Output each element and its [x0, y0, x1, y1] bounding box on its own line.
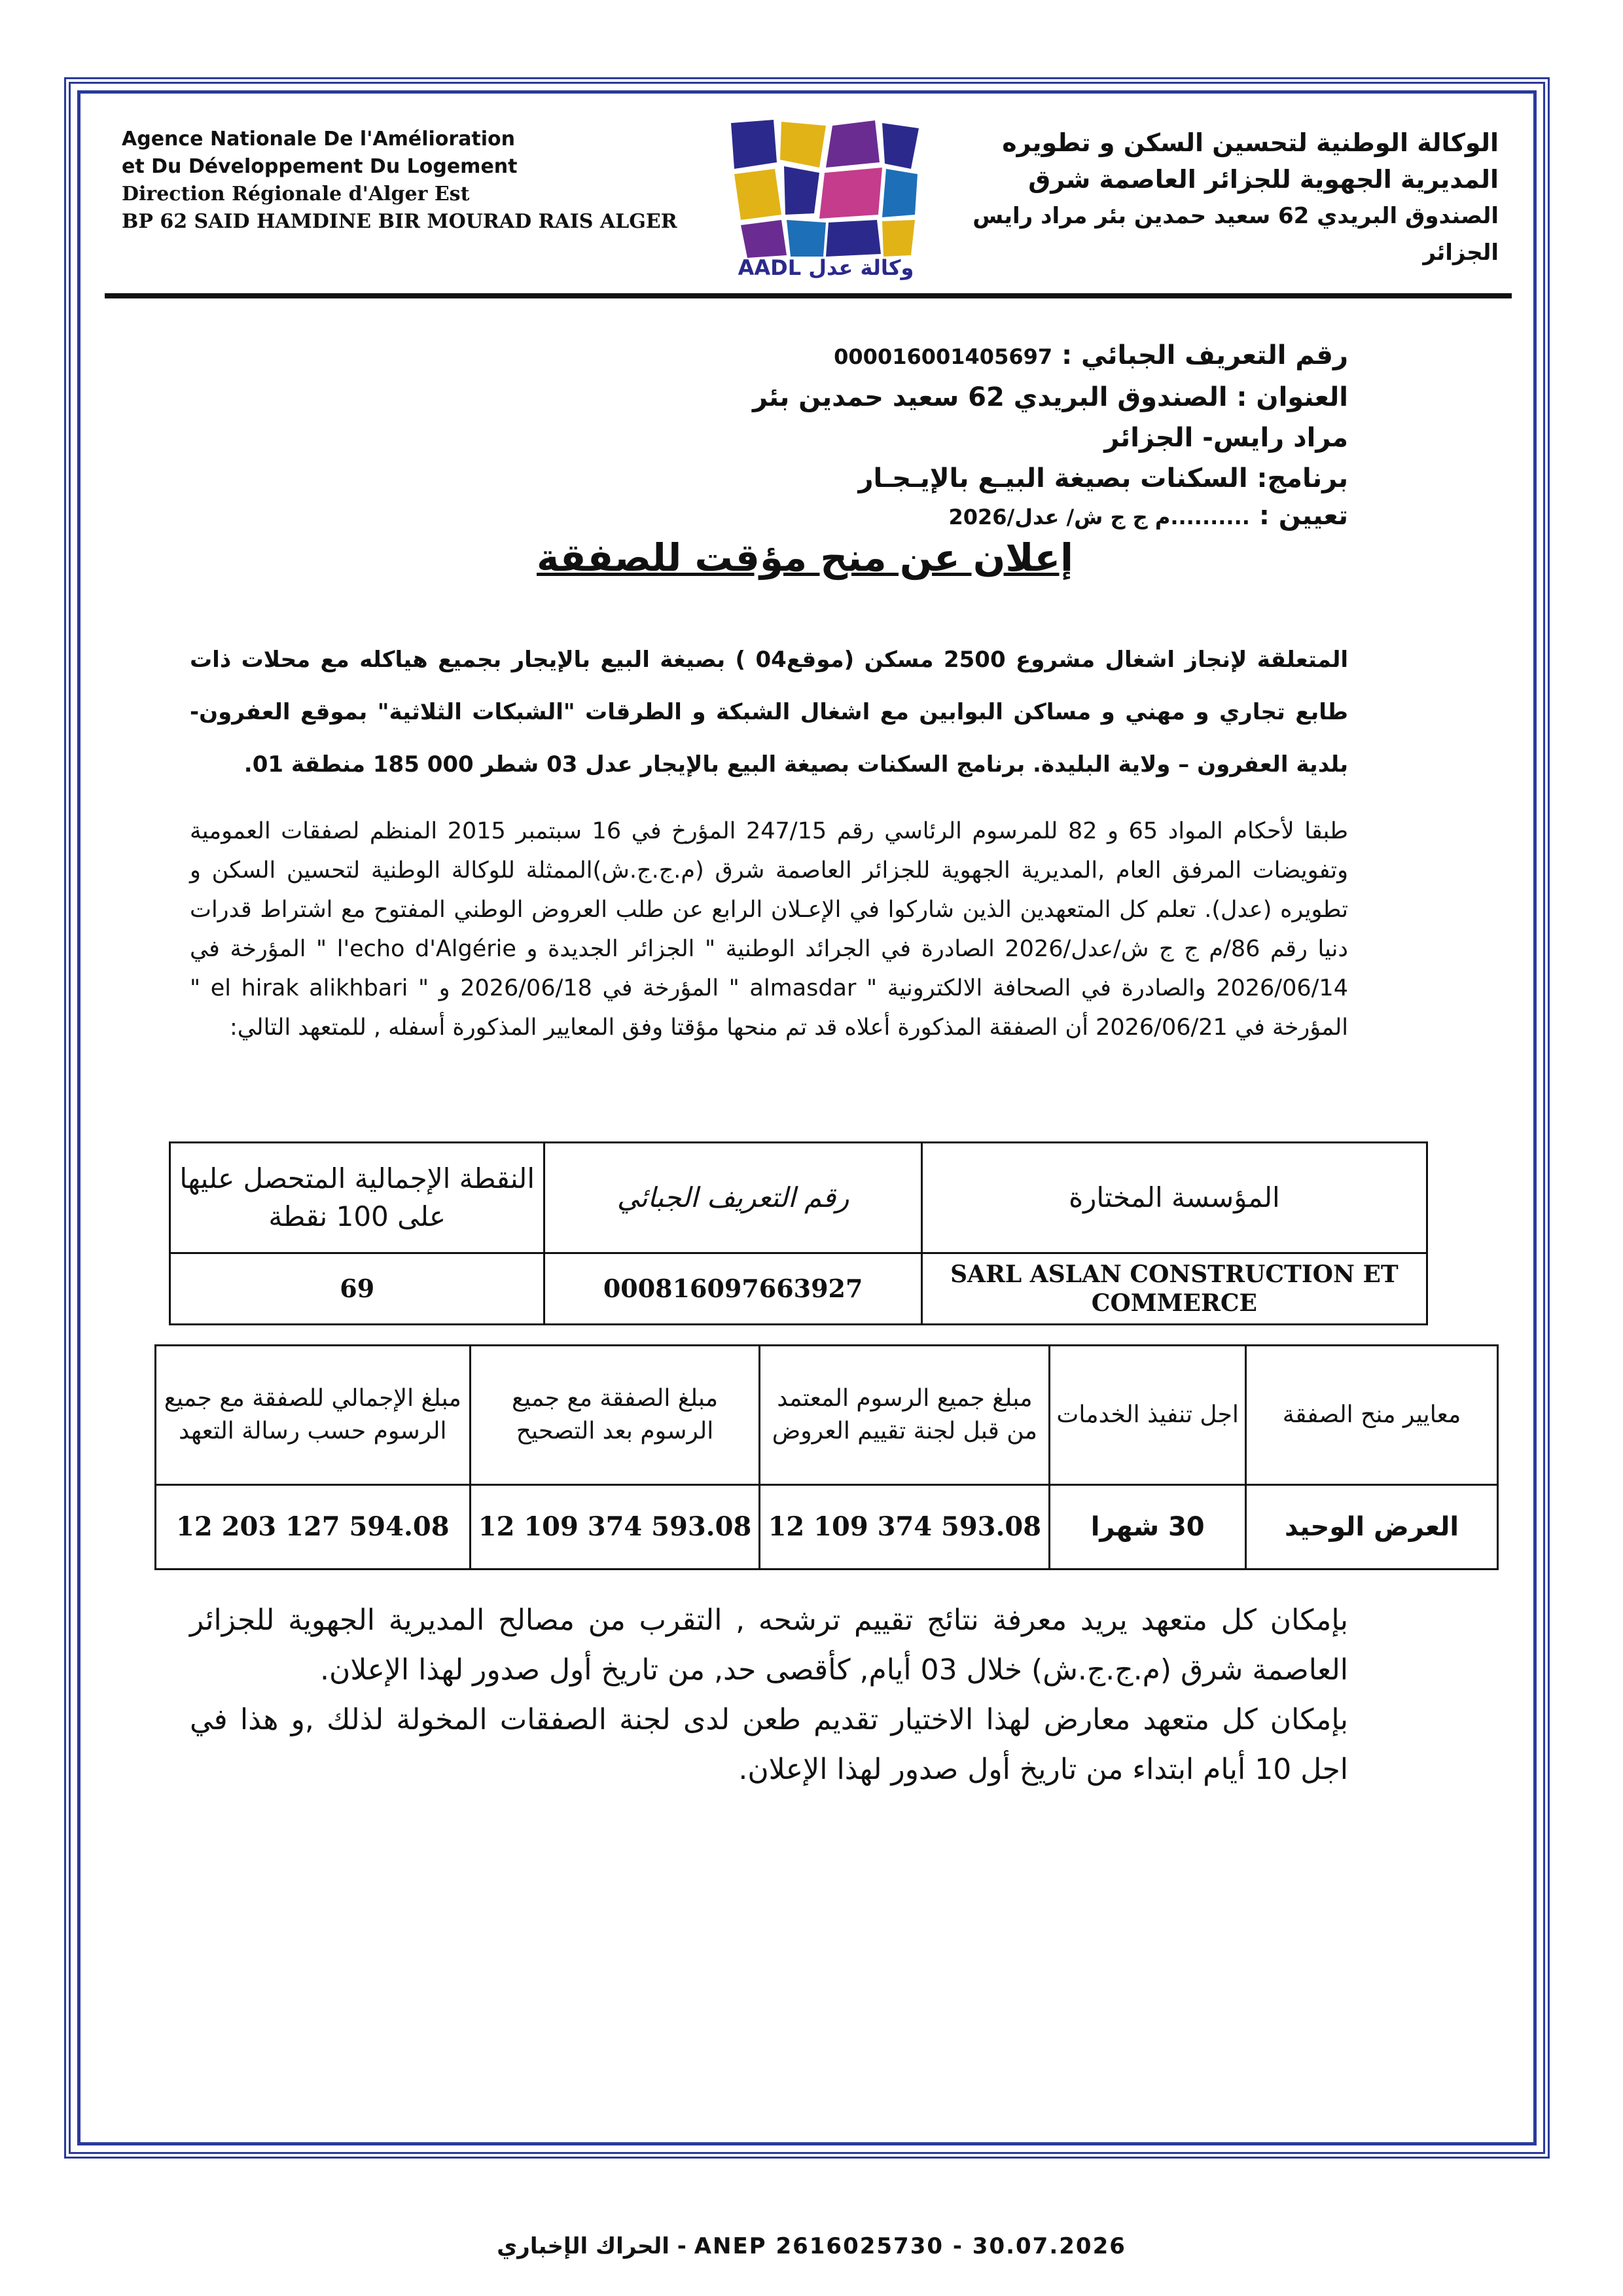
table-row: [170, 1143, 1427, 1253]
paragraph-appeal: بإمكان كل متعهد معارض لهذا الاختيار تقديم طعن لدى لجنة الصفقات المخولة لذلك ,و هذا في اجل 10 أيام ابتداء من تاريخ أول صدور لهذا الإعلان.: [190, 1703, 1348, 1786]
header-divider: [105, 293, 1512, 298]
table-cell: 30 شهرا: [1050, 1485, 1246, 1570]
table-cell: 69: [170, 1253, 544, 1325]
table-cell: 12 109 374 593.08: [470, 1485, 760, 1570]
header-fr-line-1: Agence Nationale De l'Amélioration: [122, 128, 516, 151]
table-cell: العرض الوحيد: [1246, 1485, 1498, 1570]
page-title: إعلان عن منح مؤقت للصفقة: [537, 535, 1073, 580]
header-ar: [949, 124, 1499, 271]
table-row: [170, 1253, 1427, 1325]
program-line: [720, 458, 1348, 499]
aadl-logo: [728, 117, 924, 288]
table-header-cell: مبلغ الإجمالي للصفقة مع جميع الرسوم حسب رسالة التعهد: [156, 1346, 471, 1485]
header-ar-line-2: المديرية الجهوية للجزائر العاصمة شرق: [1028, 165, 1499, 194]
table-cell: SARL ASLAN CONSTRUCTION ET COMMERCE: [921, 1253, 1427, 1325]
nif-line: [720, 335, 1348, 377]
header-fr-line-3: Direction Régionale d'Alger Est: [122, 183, 470, 206]
table-header-cell: رقم التعريف الجبائي: [544, 1143, 921, 1253]
awardee-table: [169, 1141, 1428, 1325]
address-value: الصندوق البريدي 62 سعيد حمدين بئر مراد رايس- الجزائر: [752, 382, 1348, 453]
nif-value: 000016001405697: [834, 344, 1053, 369]
header-ar-line-3: الصندوق البريدي 62 سعيد حمدين بئر مراد رايس: [972, 203, 1499, 229]
table-cell: 12 109 374 593.08: [760, 1485, 1050, 1570]
address-label: العنوان :: [1236, 382, 1348, 412]
header-ar-line-1: الوكالة الوطنية لتحسين السكن و تطويره: [1002, 128, 1499, 157]
table-header-cell: النقطة الإجمالية المتحصل عليها على 100 نقطة: [170, 1143, 544, 1253]
table-header-cell: معايير منح الصفقة: [1246, 1346, 1498, 1485]
table-row: [156, 1346, 1498, 1485]
table-header-cell: المؤسسة المختارة: [921, 1143, 1427, 1253]
paragraph-announcement: طبقا لأحكام المواد 65 و 82 للمرسوم الرئاسي رقم 247/15 المؤرخ في 16 سبتمبر 2015 المنظم لصفقات العمومية وتفويضات المرفق العام ,المديرية الجهوية للجزائر العاصمة شرق (م.ج.ج.ش)الممثلة للوكالة الوطنية لتحسين السكن و تطويره (عدل). تعلم كل المتعهدين الذين شاركوا في الإعـلان الرابع عن طلب العروض الوطني المفتوح مع اشتراط قدرات دنيا رقم 86/م ج ج ش/عدل/2026 الصادرة في الجرائد الوطنية " الجزائر الجديدة و l'echo d'Algérie " المؤرخة في 2026/06/14 والصادرة في الصحافة الالكترونية " almasdar " المؤرخة في 2026/06/18 و " el hirak alikhbari " المؤرخة في 2026/06/21 أن الصفقة المذكورة أعلاه قد تم منحها مؤقتا وفق المعايير المذكورة أسفله , للمتعهد التالي:: [190, 818, 1349, 1041]
designation-label: تعيين :: [1258, 501, 1348, 531]
table-header-cell: مبلغ الصفقة مع جميع الرسوم بعد التصحيح: [470, 1346, 760, 1485]
nif-label: رقم التعريف الجبائي :: [1061, 340, 1348, 370]
logo-latin: AADL: [738, 255, 802, 280]
award-criteria-table: [154, 1344, 1499, 1570]
table-row: [156, 1485, 1498, 1570]
logo-arabic: وكالة عدل: [808, 255, 914, 280]
header-fr-line-4: BP 62 SAID HAMDINE BIR MOURAD RAIS ALGER: [122, 210, 677, 233]
table-cell: 12 203 127 594.08: [156, 1485, 471, 1570]
designation-line: [720, 499, 1348, 534]
table-header-cell: اجل تنفيذ الخدمات: [1050, 1346, 1246, 1485]
header-fr: [122, 126, 685, 236]
footer-reference: الحراك الإخباري - ANEP 2616025730 - 30.07.2026: [497, 2233, 1126, 2259]
paragraph-project: المتعلقة لإنجاز اشغال مشروع 2500 مسكن (موقع04 ) بصيغة البيع بالإيجار بجميع هياكله مع محلات ذات طابع تجاري و مهني و مساكن البوابين مع اشغال الشبكة و الطرقات "الشبكات الثلاثية" بموقع العفرون- بلدية العفرون – ولاية البليدة. برنامج السكنات بصيغة البيع بالإيجار عدل 03 شطر 000 185 منطقة 01.: [190, 647, 1348, 778]
program-value: السكنات بصيغة البيـع بالإيـجـار: [858, 463, 1248, 493]
header-fr-line-2: et Du Développement Du Logement: [122, 155, 518, 178]
designation-value: ..........م ج ج ش/ عدل/2026: [948, 505, 1250, 529]
table-cell: 000816097663927: [544, 1253, 921, 1325]
meta-block: [720, 335, 1348, 534]
table-header-cell: مبلغ جميع الرسوم المعتمد من قبل لجنة تقييم العروض: [760, 1346, 1050, 1485]
address-line: [720, 377, 1348, 458]
paragraph-evaluation: بإمكان كل متعهد يريد معرفة نتائج تقييم ترشحه , التقرب من مصالح المديرية الجهوية للجزائر العاصمة شرق (م.ج.ج.ش) خلال 03 أيام, كأقصى حد, من تاريخ أول صدور لهذا الإعلان.: [190, 1604, 1348, 1687]
header-ar-line-4: الجزائر: [1423, 240, 1499, 266]
program-label: برنامج:: [1257, 463, 1348, 493]
